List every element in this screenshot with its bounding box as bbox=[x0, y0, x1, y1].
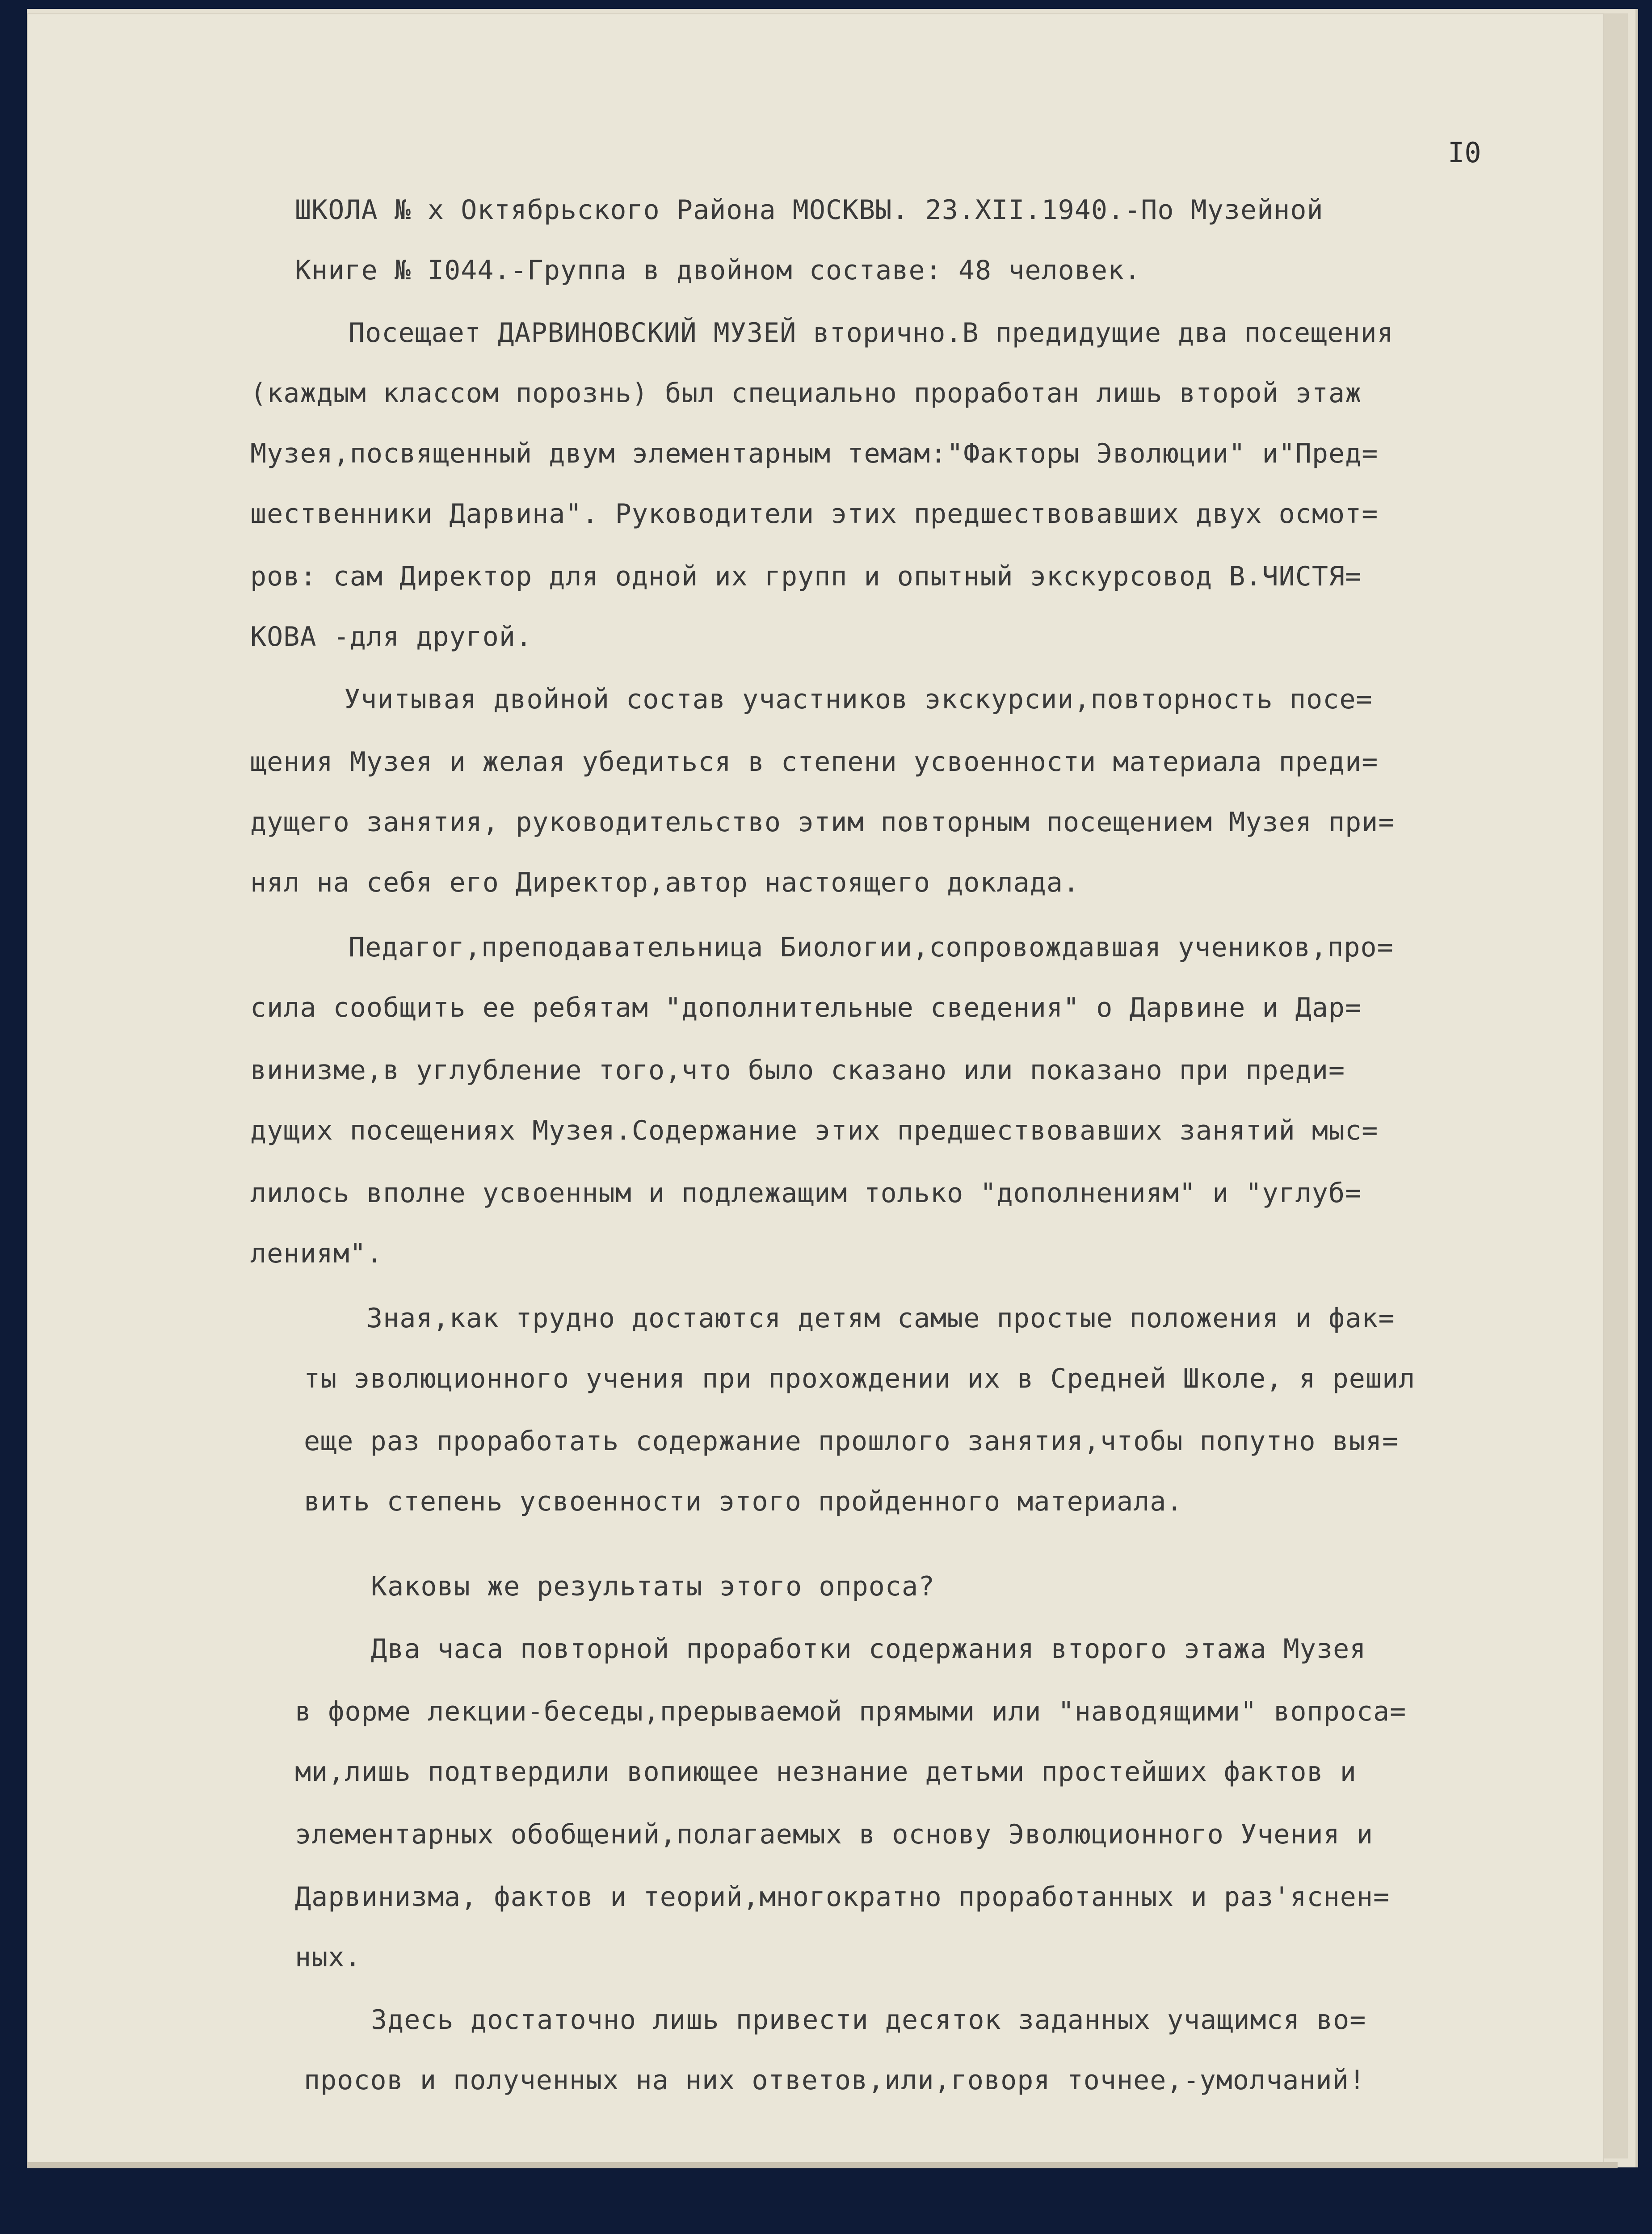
text-line: винизме,в углубление того,что было сказано или показано при преди= bbox=[250, 1055, 1345, 1086]
text-line: Музея,посвященный двум элементарным темам:"Факторы Эволюции" и"Пред= bbox=[250, 438, 1379, 469]
text-line: Учитывая двойной состав участников экскурсии,повторность посе= bbox=[344, 684, 1373, 715]
text-line: нял на себя его Директор,автор настоящего доклада. bbox=[250, 867, 1080, 898]
text-line: Два часа повторной проработки содержания второго этажа Музея bbox=[371, 1633, 1366, 1665]
text-line: Педагог,преподавательница Биологии,сопровождавшая учеников,про= bbox=[349, 932, 1394, 963]
text-line: дущих посещениях Музея.Содержание этих предшествовавших занятий мыс= bbox=[250, 1115, 1379, 1146]
body-text bbox=[27, 13, 1604, 2163]
text-line: ты эволюционного учения при прохождении их в Средней Школе, я решил bbox=[304, 1363, 1416, 1394]
text-line: шественники Дарвина". Руководители этих предшествовавших двух осмот= bbox=[250, 498, 1379, 530]
text-line: ми,лишь подтвердили вопиющее незнание детьми простейших фактов и bbox=[295, 1756, 1357, 1788]
text-line: Дарвинизма, фактов и теорий,многократно проработанных и раз'яснен= bbox=[295, 1881, 1390, 1913]
text-line: дущего занятия, руководительство этим повторным посещением Музея при= bbox=[250, 807, 1395, 838]
text-line: Книге № I044.-Группа в двойном составе: 48 человек. bbox=[295, 255, 1141, 286]
text-line: лилось вполне усвоенным и подлежащим только "дополнениям" и "углуб= bbox=[250, 1178, 1362, 1209]
page-bottom-edge bbox=[27, 2162, 1618, 2168]
text-line: ных. bbox=[295, 1942, 362, 1973]
text-line: Каковы же результаты этого опроса? bbox=[371, 1571, 935, 1602]
page-number: I0 bbox=[1448, 136, 1481, 169]
text-line: Посещает ДАРВИНОВСКИЙ МУЗЕЙ вторично.В предидущие два посещения bbox=[349, 317, 1394, 349]
text-line: элементарных обобщений,полагаемых в основу Эволюционного Учения и bbox=[295, 1819, 1373, 1850]
text-line: Здесь достаточно лишь привести десяток заданных учащимся во= bbox=[371, 2004, 1366, 2036]
text-line: просов и полученных на них ответов,или,говоря точнее,-умолчаний! bbox=[304, 2065, 1366, 2096]
typed-page bbox=[27, 13, 1604, 2163]
text-line: в форме лекции-беседы,прерываемой прямыми или "наводящими" вопроса= bbox=[295, 1696, 1407, 1727]
text-line: щения Музея и желая убедиться в степени усвоенности материала преди= bbox=[250, 746, 1379, 778]
text-line: Зная,как трудно достаются детям самые простые положения и фак= bbox=[366, 1303, 1395, 1334]
text-line: лениям". bbox=[250, 1238, 383, 1269]
text-line: (каждым классом порознь) был специально проработан лишь второй этаж bbox=[250, 378, 1362, 409]
text-line: вить степень усвоенности этого пройденного материала. bbox=[304, 1486, 1183, 1517]
text-line: сила сообщить ее ребятам "дополнительные сведения" о Дарвине и Дар= bbox=[250, 992, 1362, 1023]
text-line: еще раз проработать содержание прошлого занятия,чтобы попутно выя= bbox=[304, 1426, 1399, 1457]
text-line: КОВА -для другой. bbox=[250, 621, 533, 652]
text-line: ров: сам Директор для одной их групп и опытный экскурсовод В.ЧИСТЯ= bbox=[250, 561, 1362, 592]
text-line: ШКОЛА № х Октябрьского Района МОСКВЫ. 23.XII.1940.-По Музейной bbox=[295, 194, 1324, 226]
